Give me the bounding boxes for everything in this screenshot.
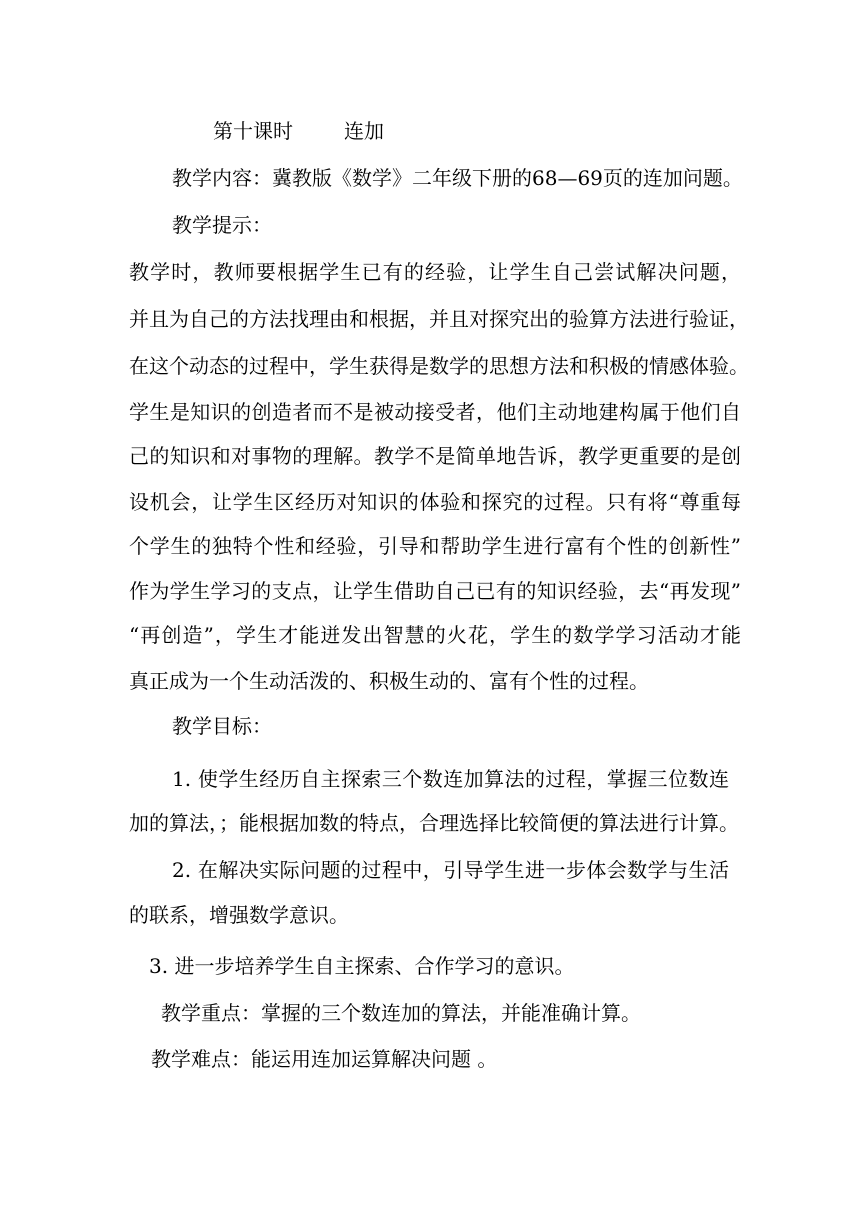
key-point: 教学重点：掌握的三个数连加的算法，并能准确计算。 — [161, 1001, 641, 1025]
tips-line: 作为学生学习的支点，让学生借助自己已有的知识经验，去“再发现” — [129, 579, 741, 603]
lesson-topic: 连加 — [344, 119, 384, 143]
tips-line: 真正成为一个生动活泼的、积极生动的、富有个性的过程。 — [129, 669, 649, 693]
teaching-content: 教学内容：冀教版《数学》二年级下册的68—69页的连加问题。 — [172, 166, 743, 190]
tips-heading: 教学提示： — [172, 213, 272, 237]
tips-line: 并且为自己的方法找理由和根据，并且对探究出的验算方法进行验证， — [129, 307, 749, 331]
goal-2-line-1: 2. 在解决实际问题的过程中，引导学生进一步体会数学与生活 — [172, 858, 729, 882]
tips-line: 在这个动态的过程中，学生获得是数学的思想方法和积极的情感体验。 — [129, 354, 749, 378]
goal-3: 3. 进一步培养学生自主探索、合作学习的意识。 — [149, 954, 575, 978]
tips-line: 设机会，让学生区经历对知识的体验和探究的过程。只有将“尊重每 — [129, 490, 741, 514]
goal-1-line-2: 加的算法，；能根据加数的特点，合理选择比较简便的算法进行计算。 — [129, 811, 739, 835]
goals-heading: 教学目标： — [172, 714, 272, 738]
goal-2-line-2: 的联系，增强数学意识。 — [129, 903, 349, 927]
goal-1-line-1: 1. 使学生经历自主探索三个数连加算法的过程，掌握三位数连 — [172, 767, 729, 791]
difficulty: 教学难点：能运用连加运算解决问题 。 — [151, 1047, 498, 1071]
lesson-number: 第十课时 — [213, 119, 293, 143]
tips-line: 教学时，教师要根据学生已有的经验，让学生自己尝试解决问题， — [129, 260, 741, 284]
tips-line: 个学生的独特个性和经验，引导和帮助学生进行富有个性的创新性” — [129, 534, 741, 558]
tips-line: 己的知识和对事物的理解。教学不是简单地告诉，教学更重要的是创 — [129, 444, 741, 468]
tips-line: 学生是知识的创造者而不是被动接受者，他们主动地建构属于他们自 — [129, 400, 741, 424]
tips-line: “再创造”，学生才能迸发出智慧的火花，学生的数学学习活动才能 — [129, 623, 741, 647]
